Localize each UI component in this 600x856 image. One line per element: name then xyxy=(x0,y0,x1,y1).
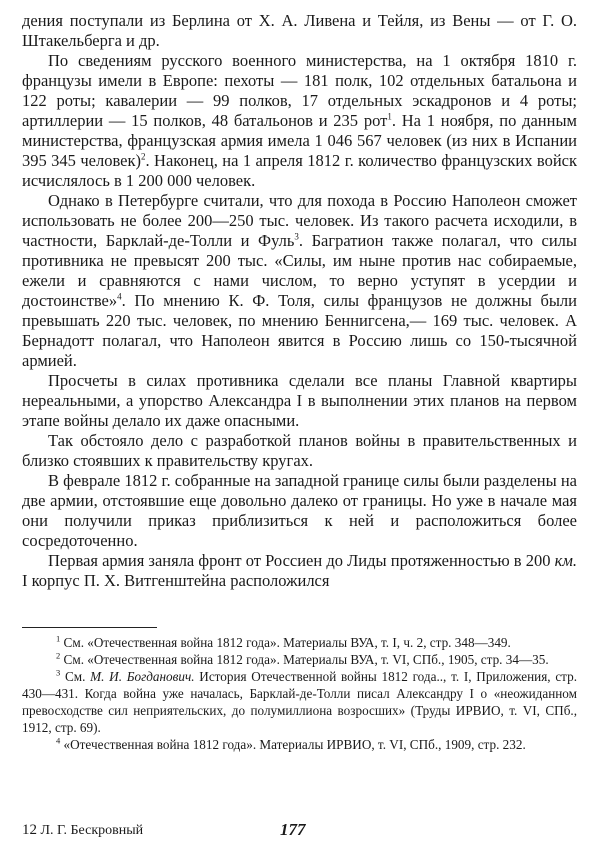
footnote-divider xyxy=(22,627,157,628)
paragraph: Однако в Петербурге считали, что для похода в Россию Наполеон сможет использовать не более 200—250 тыс. человек. Из такого расчета исходили, в частности, Барклай-де-Толли и Фуль$^3$. Багратион также полагал, что силы противника не превысят 200 тыс. «Силы, им ныне против нас собираемые, ежели и сравняются с нами числом, то верно уступят в усердии и достоинстве»$^4$. По мнению К. Ф. Толя, силы французов не должны были превышать 220 тыс. человек, по мнению Беннигсена,— 169 тыс. человек. А Бернадотт полагал, что Наполеон явится в Россию лишь со 150-тысячной армией. xyxy=(22,191,577,370)
footnote-ref: 2 xyxy=(141,151,146,162)
footnote-author: М. И. Богданович. xyxy=(90,669,195,684)
page-number: 177 xyxy=(280,820,306,839)
footnote-ref: 4 xyxy=(117,291,122,302)
paragraph: Просчеты в силах противника сделали все планы Главной квартиры нереальными, а упорство Александра I в выполнении этих планов на первом этапе войны делало их даже опасными. xyxy=(22,371,577,430)
paragraph: В феврале 1812 г. собранные на западной границе силы были разделены на две армии, отстоявшие еще довольно далеко от границы. Но уже в начале мая они получили приказ приблизиться к ней и расположиться более сосредоточенно. xyxy=(22,471,577,550)
footnote-ref: 3 xyxy=(294,231,299,242)
paragraph: дения поступали из Берлина от Х. А. Ливена и Тейля, из Вены — от Г. О. Штакельберга и др. xyxy=(22,11,577,50)
paragraph: Так обстояло дело с разработкой планов войны в правительственных и близко стоявших к правительству кругах. xyxy=(22,431,577,470)
footnote-ref: 1 xyxy=(387,111,392,122)
footnote: $^1$ См. «Отечественная война 1812 года». Материалы ВУА, т. I, ч. 2, стр. 348—349. xyxy=(56,633,511,650)
footnote: $^2$ См. «Отечественная война 1812 года». Материалы ВУА, т. VI, СПб., 1905, стр. 34—35. xyxy=(56,650,549,667)
footnote: $^4$ «Отечественная война 1812 года». Материалы ИРВИО, т. VI, СПб., 1909, стр. 232. xyxy=(56,735,526,752)
paragraph: По сведениям русского военного министерства, на 1 октября 1810 г. французы имели в Европе: пехоты — 181 полк, 102 отдельных батальона и 122 роты; кавалерии — 99 полков, 17 отдельных эскадронов и 4 роты; артиллерии — 15 полков, 48 батальонов и 235 рот$^1$. На 1 ноября, по данным министерства, французская армия имела 1 046 567 человек (из них в Испании 395 345 человек)$^2$. Наконец, на 1 апреля 1812 г. количество французских войск исчислялось в 1 200 000 человек. xyxy=(22,51,577,190)
footnotes xyxy=(22,634,577,753)
unit-km: км. xyxy=(554,551,577,570)
page-footer xyxy=(22,822,577,842)
paragraph: Первая армия заняла фронт от Россиен до Лиды протяженностью в 200 км. I корпус П. Х. Витгенштейна расположился xyxy=(22,551,577,590)
main-text xyxy=(22,11,577,591)
printer-signature: 12 Л. Г. Бескровный xyxy=(22,822,144,838)
footnote: $^3$ См. М. И. Богданович. История Отечественной войны 1812 года.., т. I, Приложения, стр. 430—431. Когда война уже началась, Барклай-де-Толли писал Александру I о «неожиданном превосходстве сил неприятельских, до полумиллиона возросших» (Труды ИРВИО, т. VI, СПб., 1912, стр. 69). xyxy=(22,667,577,735)
